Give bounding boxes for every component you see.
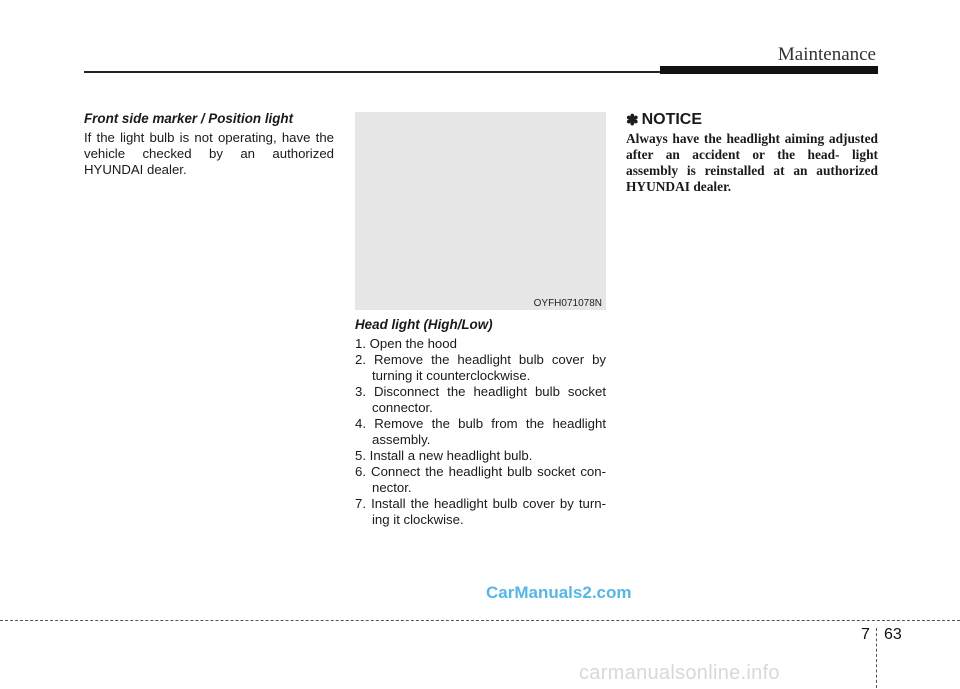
column-front-side-marker	[84, 111, 334, 178]
step-item: 1. Open the hood	[355, 336, 457, 351]
step-item: 4. Remove the bulb from the headlight assembly.	[355, 416, 606, 447]
notice-title	[626, 111, 878, 129]
step-item: 3. Disconnect the headlight bulb socket connector.	[355, 384, 606, 415]
headlight-steps	[355, 336, 606, 528]
page-number: 63	[884, 626, 902, 643]
notice-star-icon: ✽	[626, 112, 639, 129]
headlight-photo	[355, 112, 606, 310]
page-number-divider	[876, 628, 877, 688]
notice-box	[626, 111, 878, 195]
column-headlight	[355, 111, 606, 528]
chapter-number: 7	[861, 626, 870, 643]
header-rule-thin	[84, 71, 660, 73]
headlight-heading: Head light (High/Low)	[355, 317, 493, 332]
photo-code: OYFH071078N	[533, 298, 602, 309]
watermark-logo[interactable]: CarManuals2.com	[486, 583, 632, 602]
front-side-marker-body: If the light bulb is not operating, have the vehicle checked by an authorized HYUNDAI dealer.	[84, 130, 334, 177]
front-side-marker-heading: Front side marker / Position light	[84, 111, 294, 126]
notice-title-text: NOTICE	[641, 111, 703, 128]
step-item: 2. Remove the headlight bulb cover by turning it counterclockwise.	[355, 352, 606, 383]
step-item: 5. Install a new headlight bulb.	[355, 448, 533, 463]
footer-divider	[0, 620, 960, 621]
notice-body: Always have the headlight aiming adjusted after an accident or the head- light assembly is reinstalled at an authorized HYUNDAI dealer.	[626, 131, 878, 194]
site-watermark: carmanualsonline.info	[579, 662, 780, 684]
step-item: 6. Connect the headlight bulb socket con- nector.	[355, 464, 606, 495]
step-item: 7. Install the headlight bulb cover by turn- ing it clockwise.	[355, 496, 606, 527]
header-rule-thick	[660, 66, 878, 74]
section-title: Maintenance	[777, 44, 876, 65]
